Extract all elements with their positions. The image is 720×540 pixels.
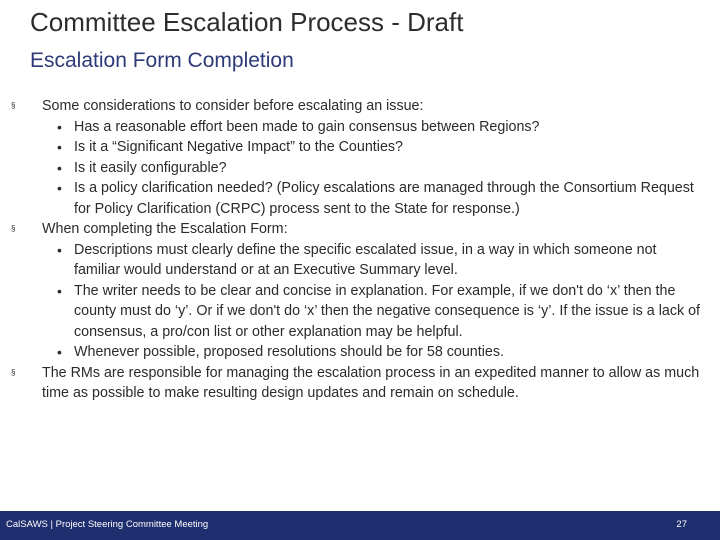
sub-bullet-text: Descriptions must clearly define the specific escalated issue, in a way in which someone not familiar would understand or at an Executive Summary level. xyxy=(74,241,657,278)
footer-text: CalSAWS | Project Steering Committee Meeting xyxy=(6,519,209,530)
dot-bullet-icon: • xyxy=(57,180,62,196)
bullet-item xyxy=(0,96,720,219)
slide-subtitle: Escalation Form Completion xyxy=(30,49,294,72)
dot-bullet-icon: • xyxy=(57,118,62,135)
sub-bullet-text: Is it easily configurable? xyxy=(74,159,227,176)
dot-bullet-icon: • xyxy=(57,344,62,360)
sub-bullet-text: The writer needs to be clear and concise in explanation. For example, if we don't do ‘x’ then the county must do ‘y’. Or if we don't do ‘x’ then the negative consequence is ‘y’. If the issue is a lack of consensus, a pro/con list or other explanation may be helpful. xyxy=(74,282,701,340)
bullet-item xyxy=(0,219,720,363)
dot-bullet-icon: • xyxy=(57,159,62,176)
sub-bullet-text: Is a policy clarification needed? (Policy escalations are managed through the Consortium Request for Policy Clarification (CRPC) process sent to the State for response.) xyxy=(74,180,694,217)
sub-bullet-text: Has a reasonable effort been made to gain consensus between Regions? xyxy=(74,118,540,135)
bullet-text: Some considerations to consider before escalating an issue: xyxy=(42,98,424,114)
slide-title: Committee Escalation Process - Draft xyxy=(30,7,464,37)
square-bullet-icon: § xyxy=(11,367,16,377)
bullet-list xyxy=(0,96,720,404)
dot-bullet-icon: • xyxy=(57,139,62,155)
square-bullet-icon: § xyxy=(11,101,16,110)
square-bullet-icon: § xyxy=(11,224,16,233)
footer-bar xyxy=(0,511,720,540)
page-number: 27 xyxy=(676,519,687,530)
sub-bullet-text: Whenever possible, proposed resolutions should be for 58 counties. xyxy=(74,344,504,360)
bullet-item xyxy=(0,363,720,404)
bullet-text: The RMs are responsible for managing the escalation process in an expedited manner to allow as much time as possible to make resulting design updates and remain on schedule. xyxy=(42,364,700,401)
dot-bullet-icon: • xyxy=(57,241,62,258)
sub-bullet-text: Is it a “Significant Negative Impact” to the Counties? xyxy=(74,139,403,155)
bullet-text: When completing the Escalation Form: xyxy=(42,221,288,237)
dot-bullet-icon: • xyxy=(57,282,62,299)
